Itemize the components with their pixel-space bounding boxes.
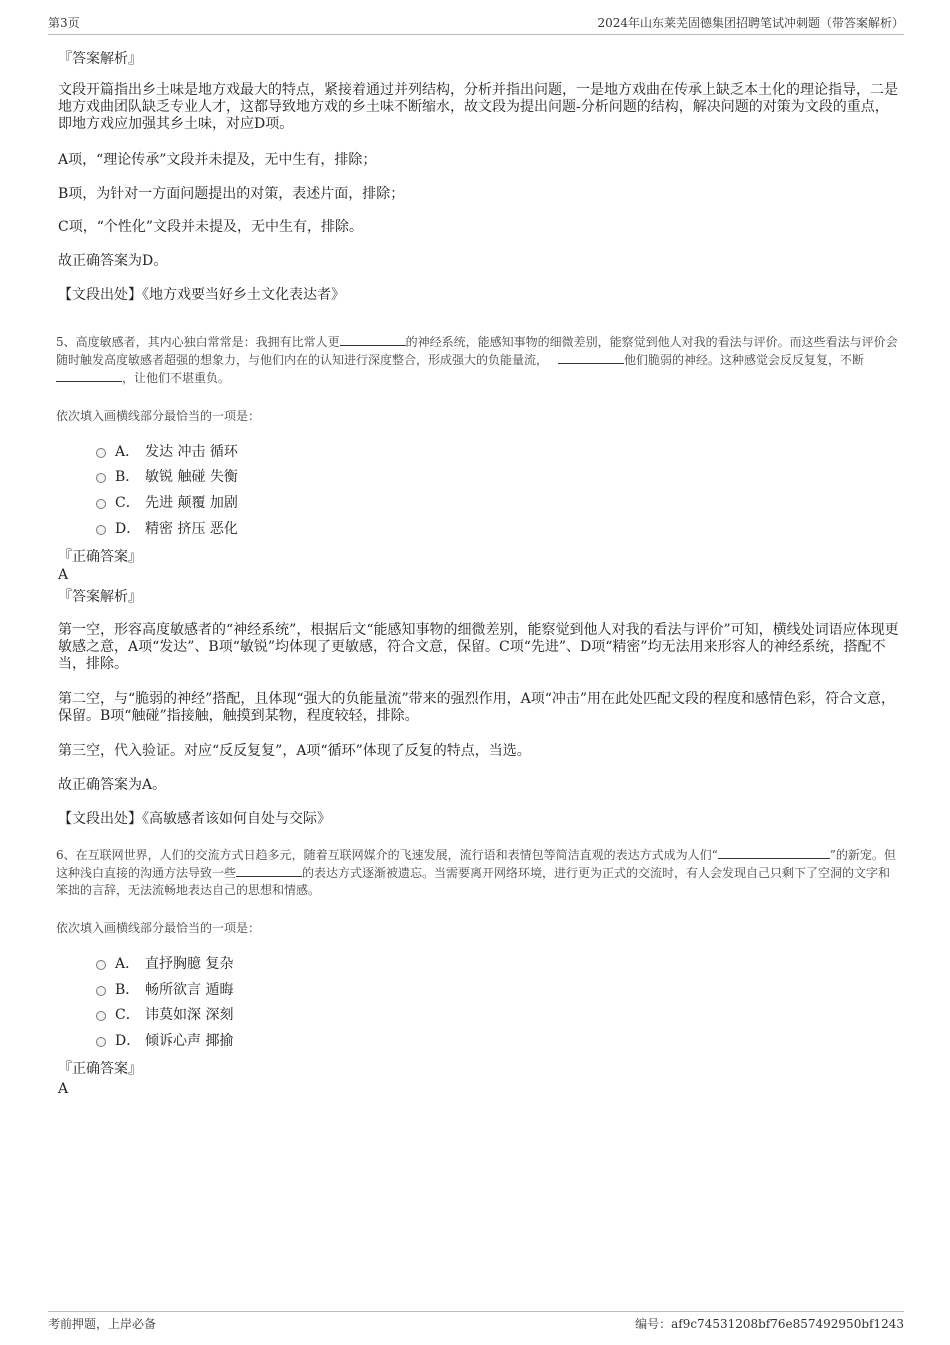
radio-icon[interactable] xyxy=(96,525,106,535)
radio-icon[interactable] xyxy=(96,1037,106,1047)
question-6-stem: 6、在互联网世界，人们的交流方式日趋多元，随着互联网媒介的飞速发展，流行语和表情包等简洁直观的表达方式成为人们“ ”的新宠。但这种浅白直接的沟通方法导致一些 的表达方式逐渐被遗忘。当需要离开网络环境，进行更为正式的交流时，有人会发现自己只剩下了空洞的文字和笨拙的言辞，无法流畅地表达自己的思想和情感。 xyxy=(56,848,896,897)
blank-line xyxy=(236,864,302,877)
analysis-label: 『答案解析』 xyxy=(58,589,142,605)
analysis-paragraph: 文段开篇指出乡土味是地方戏最大的特点，紧接着通过并列结构，分析并指出问题，一是地方戏曲在传承上缺乏本土化的理论指导，二是地方戏曲团队缺乏专业人才，这都导致地方戏的乡土味不断缩水，故文段为提出问题-分析问题的结构，解决问题的对策为文段的重点，即地方戏应加强其乡土味，对应D项。 xyxy=(58,82,898,132)
conclusion: 故正确答案为A。 xyxy=(58,777,167,793)
footer-slogan: 考前押题，上岸必备 xyxy=(48,1317,157,1331)
blank-line xyxy=(340,333,406,346)
document-id: 编号：af9c74531208bf76e857492950bf1243 xyxy=(635,1317,904,1331)
radio-icon[interactable] xyxy=(96,473,106,483)
analysis-paragraph: 第三空，代入验证。对应“反反复复”，A项“循环”体现了反复的特点，当选。 xyxy=(58,743,531,759)
analysis-paragraph: 第一空，形容高度敏感者的“神经系统”，根据后文“能感知事物的细微差别，能察觉到他人对我的看法与评价”可知，横线处词语应体现更敏感之意，A项“发达”、B项“敏锐”均体现了更敏感，符合文意，保留。C项“先进”、D项“精密”均无法用来形容人的神经系统，搭配不当，排除。 xyxy=(58,622,899,672)
conclusion: 故正确答案为D。 xyxy=(58,253,168,269)
correct-answer: A xyxy=(58,1081,69,1097)
blank-line xyxy=(718,846,830,859)
answer-label: 『正确答案』 xyxy=(58,549,142,565)
question-instruction: 依次填入画横线部分最恰当的一项是： xyxy=(56,409,261,423)
source-citation: 【文段出处】《地方戏要当好乡土文化表达者》 xyxy=(58,287,345,303)
blank-line xyxy=(56,369,122,382)
correct-answer: A xyxy=(58,567,69,583)
analysis-paragraph: A项，“理论传承”文段并未提及，无中生有，排除； xyxy=(58,152,377,168)
analysis-paragraph: B项，为针对一方面问题提出的对策，表述片面，排除； xyxy=(58,186,405,202)
question-5-stem: 5、高度敏感者，其内心独白常常是：我拥有比常人更 的神经系统，能感知事物的细微差别，能察觉到他人对我的看法与评价。而这些看法与评价会随时触发高度敏感者超强的想象力，与他们内在的认知进行深度整合，形成强大的负能量流， 他们脆弱的神经。这种感觉会反反复复，不断，让他们不堪重负。 xyxy=(56,335,898,385)
analysis-label: 『答案解析』 xyxy=(58,51,142,67)
blank-line xyxy=(558,351,624,364)
page-footer xyxy=(48,1311,904,1334)
radio-icon[interactable] xyxy=(96,986,106,996)
page-number: 第3页 xyxy=(48,16,80,30)
question-instruction: 依次填入画横线部分最恰当的一项是： xyxy=(56,921,261,935)
radio-icon[interactable] xyxy=(96,448,106,458)
radio-icon[interactable] xyxy=(96,960,106,970)
analysis-paragraph: C项，“个性化”文段并未提及，无中生有，排除。 xyxy=(58,219,364,235)
answer-label: 『正确答案』 xyxy=(58,1061,142,1077)
document-title: 2024年山东莱芜固德集团招聘笔试冲刺题（带答案解析） xyxy=(597,16,904,30)
page-header xyxy=(48,14,904,35)
radio-icon[interactable] xyxy=(96,499,106,509)
analysis-paragraph: 第二空，与“脆弱的神经”搭配，且体现“强大的负能量流”带来的强烈作用，A项“冲击”用在此处匹配文段的程度和感情色彩，符合文意，保留。B项“触碰”指接触，触摸到某物，程度较轻，排除。 xyxy=(58,691,896,724)
source-citation: 【文段出处】《高敏感者该如何自处与交际》 xyxy=(58,811,331,827)
radio-icon[interactable] xyxy=(96,1011,106,1021)
